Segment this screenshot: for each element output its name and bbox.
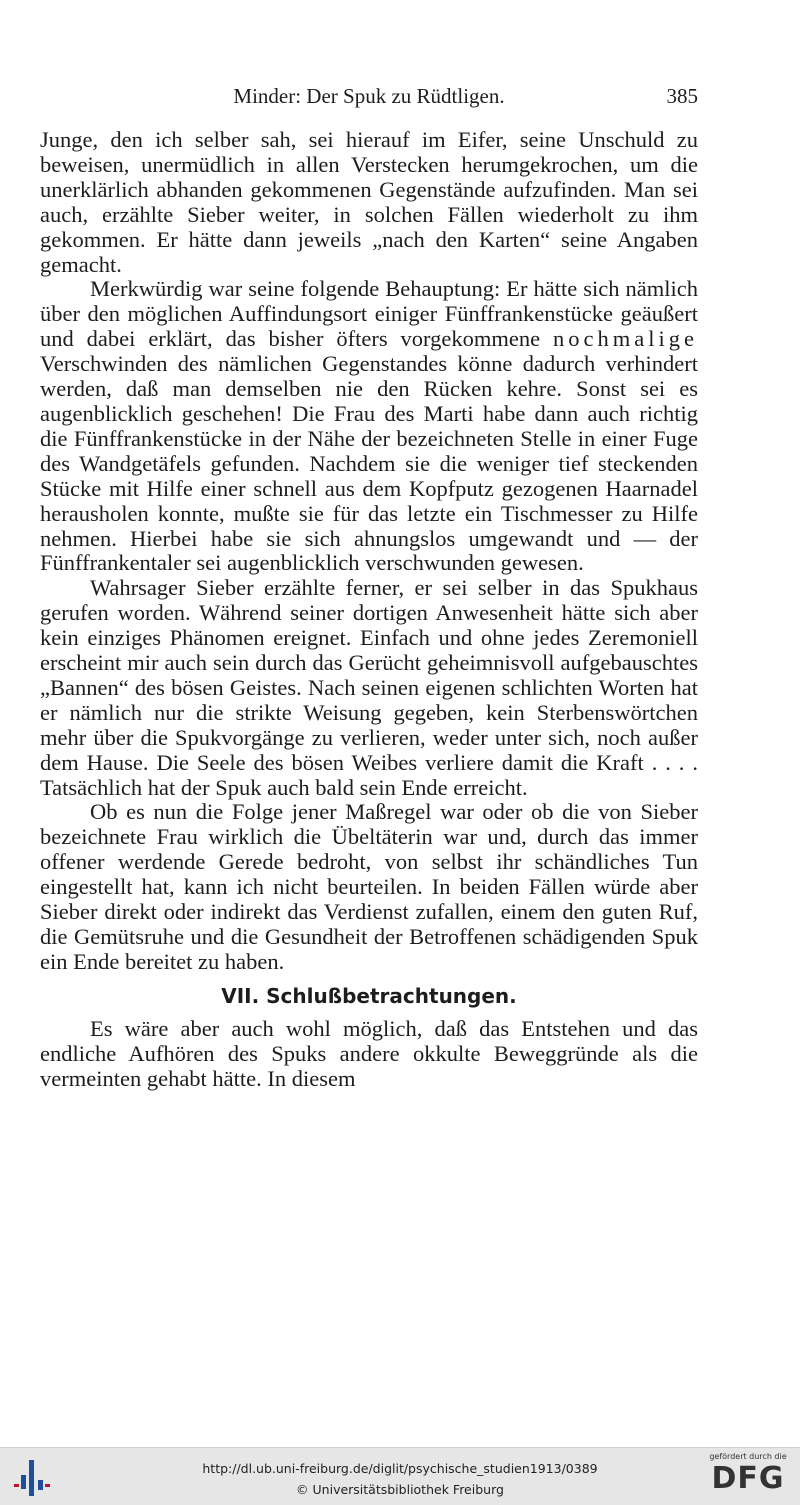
page-number: 385 — [666, 84, 698, 108]
paragraph-2-part-1: Merkwürdig war seine folgende Behauptung: Er hätte sich nämlich über den möglichen Auffindungsort einiger Fünffrankenstücke geäußert und dabei erklärt, das bisher öfters vorgekommene — [40, 276, 698, 352]
page-header — [40, 84, 698, 114]
paragraph-2-part-2: Verschwinden des nämlichen Gegenstandes könne dadurch verhindert werden, daß man demselben nie den Rücken kehre. Sonst sei es augenblicklich geschehen! Die Frau des Marti habe dann auch richtig die Fünffrankenstücke in der Nähe der bezeichneten Stelle in einer Fuge des Wandgetäfels gefunden. Nachdem sie die weniger tief steckenden Stücke mit Hilfe einer schnell aus dem Kopfputz gezogenen Haarnadel herausholen konnte, mußte sie für das letzte ein Tischmesser zu Hilfe nehmen. Hierbei habe sie sich ahnungslos umgewandt und — der Fünffrankentaler sei augenblicklich verschwunden gewesen. — [40, 351, 698, 576]
dfg-caption: gefördert durch die — [709, 1452, 787, 1461]
emphasized-word: nochmalige — [553, 326, 698, 352]
running-title: Minder: Der Spuk zu Rüdtligen. — [233, 84, 505, 108]
dfg-logo — [706, 1452, 790, 1502]
source-url[interactable]: http://dl.ub.uni-freiburg.de/diglit/psychische_studien1913/0389 — [202, 1461, 598, 1476]
paragraph-1: Junge, den ich selber sah, sei hierauf im Eifer, seine Unschuld zu beweisen, unermüdlich in allen Verstecken herumgekrochen, um die unerklärlich abhanden gekommenen Gegenstände aufzufinden. Man sei auch, erzählte Sieber weiter, in solchen Fällen wiederholt zu ihm gekommen. Er hätte dann jeweils „nach den Karten“ seine Angaben gemacht. — [40, 127, 698, 277]
paragraph-3: Wahrsager Sieber erzählte ferner, er sei selber in das Spukhaus gerufen worden. Während seiner dortigen Anwesenheit hätte sich aber kein einziges Phänomen ereignet. Einfach und ohne jedes Zeremoniell erscheint mir auch sein durch das Gerücht geheimnisvoll aufgebauschtes „Bannen“ des bösen Geistes. Nach seinen eigenen schlichten Worten hat er nämlich nur die strikte Weisung gegeben, kein Sterbenswörtchen mehr über die Spukvorgänge zu verlieren, weder unter sich, noch außer dem Hause. Die Seele des bösen Weibes verliere damit die Kraft . . . . Tatsächlich hat der Spuk auch bald sein Ende erreicht. — [40, 575, 698, 800]
copyright-notice: © Universitätsbibliothek Freiburg — [296, 1482, 504, 1497]
footer-bar — [0, 1447, 800, 1505]
page-body — [40, 128, 698, 1092]
dfg-logo-icon: DFG — [711, 1461, 785, 1496]
section-heading: VII. Schlußbetrachtungen. — [221, 983, 517, 1008]
paragraph-4: Ob es nun die Folge jener Maßregel war oder ob die von Sieber bezeichnete Frau wirklich die Übeltäterin war und, durch das immer offener werdende Gerede bedroht, von selbst ihr schändliches Tun eingestellt hat, kann ich nicht beurteilen. In beiden Fällen würde aber Sieber direkt oder indirekt das Verdienst zufallen, einem den guten Ruf, die Gemütsruhe und die Gesundheit der Betroffenen schädigenden Spuk ein Ende bereitet zu haben. — [40, 799, 698, 974]
paragraph-5: Es wäre aber auch wohl möglich, daß das Entstehen und das endliche Aufhören des Spuks andere okkulte Beweggründe als die vermeinten gehabt hätte. In diesem — [40, 1015, 698, 1091]
paragraph-2 — [40, 277, 698, 576]
